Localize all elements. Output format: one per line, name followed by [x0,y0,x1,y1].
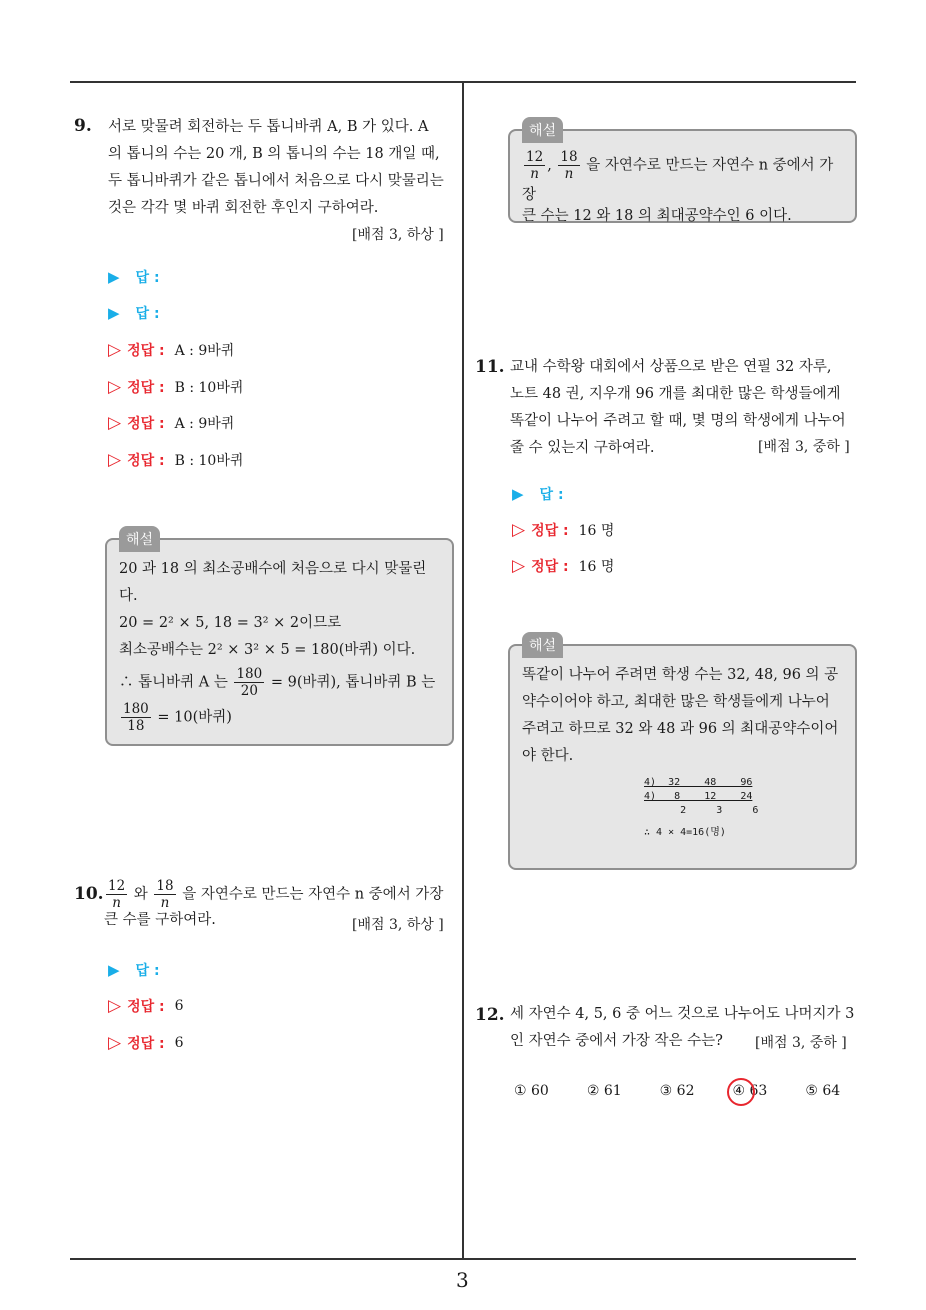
page-number: 3 [456,1268,469,1292]
question-9-text [108,114,454,222]
q10-answer-row[interactable] [108,960,160,980]
question-10-number: 10. [74,884,104,904]
question-11-number: 11. [475,357,505,377]
question-12-meta: [배점 3, 중하 ] [755,1035,847,1051]
division-row: 4) 8 12 24 [644,791,753,802]
q12-choices [514,1083,878,1099]
q9-correct-row-4 [108,450,243,470]
question-11-line-3: 똑같이 나누어 주려고 할 때, 몇 명의 학생에게 나누어 [510,413,846,429]
selected-circle-mark [727,1078,755,1106]
q11-sol-line-3: 주려고 하므로 32 와 48 과 96 의 최대공약수이어 [522,721,839,737]
q9-sol-line-4: 최소공배수는 2² × 3² × 5 = 180(바퀴) 이다. [119,642,416,658]
choice-1[interactable]: ① 60 [514,1083,549,1099]
fraction: $\frac{12}{n}$ [108,878,126,911]
q10-sol-line-2: 큰 수는 12 와 18 의 최대공약수인 6 이다. [522,208,792,224]
solution-tag: 해설 [522,117,563,143]
q11-sol-line-4: 야 한다. [522,748,574,764]
correct-value: 6 [174,1035,184,1051]
correct-label: 정답 : [127,416,165,432]
solution-tag: 해설 [119,526,160,552]
open-triangle-icon: ▷ [512,520,526,540]
answer-label: 답 : [135,270,160,286]
correct-label: 정답 : [127,380,165,396]
q10-solution-box [508,123,857,224]
correct-label: 정답 : [127,453,165,469]
q9-sol-line-6: $\frac{180}{18}$ = 10(바퀴) [123,701,232,734]
correct-value: 16 명 [578,559,615,575]
q11-solution-box [508,638,857,870]
q9-sol-line-1: 20 과 18 의 최소공배수에 처음으로 다시 맞물린 [119,561,427,577]
q9-correct-row-1 [108,340,234,360]
q11-sol-line-1: 똑같이 나누어 주려면 학생 수는 32, 48, 96 의 공 [522,667,839,683]
q9-sol-line-3: 20 = 2² × 5, 18 = 3² × 2이므로 [119,615,342,631]
correct-value: B : 10바퀴 [174,453,244,469]
question-11-line-1: 교내 수학왕 대회에서 상품으로 받은 연필 32 자루, [510,359,832,375]
question-12-line-1: 세 자연수 4, 5, 6 중 어느 것으로 나누어도 나머지가 3 [510,1006,855,1022]
open-triangle-icon: ▷ [108,340,122,360]
choice-5[interactable]: ⑤ 64 [805,1083,841,1099]
question-9-line-3: 두 톱니바퀴가 같은 톱니에서 처음으로 다시 맞물리는 [108,173,444,189]
open-triangle-icon: ▷ [108,450,122,470]
solution-tag: 해설 [522,632,563,658]
division-row: 4) 32 48 96 [644,777,753,788]
fraction: $\frac{18}{n}$ [560,149,578,182]
q9-sol-line-5: ∴ 톱니바퀴 A 는 $\frac{180}{20}$ = 9(바퀴), 톱니바퀴 B 는 [119,666,436,699]
fraction: $\frac{180}{18}$ [123,701,149,734]
q9-correct-row-3 [108,413,234,433]
q9-solution-box [105,532,454,746]
play-icon: ▶ [108,961,120,979]
open-triangle-icon: ▷ [108,413,122,433]
q11-correct-row-1 [512,520,614,540]
question-9-number: 9. [74,116,92,136]
column-divider [462,82,464,1260]
q10-sol-line-1: $\frac{12}{n}$ , $\frac{18}{n}$ 을 자연수로 만드는 자연수 n 중에서 가장 [522,149,834,203]
play-icon: ▶ [512,485,524,503]
q11-correct-row-2 [512,556,614,576]
correct-label: 정답 : [127,999,165,1015]
correct-value: A : 9바퀴 [174,343,235,359]
open-triangle-icon: ▷ [108,1033,122,1053]
correct-label: 정답 : [531,523,569,539]
q9-answer-row-1[interactable] [108,267,160,287]
q11-sol-line-2: 약수이어야 하고, 최대한 많은 학생들에게 나누어 [522,694,830,710]
q10-correct-row-1 [108,996,184,1016]
answer-label: 답 : [135,306,160,322]
correct-label: 정답 : [127,1036,165,1052]
question-10-line-2: 큰 수를 구하여라. [104,912,216,928]
choice-2[interactable]: ② 61 [586,1083,622,1099]
question-9-meta: [배점 3, 하상 ] [352,227,444,243]
question-11-meta: [배점 3, 중하 ] [758,439,850,455]
q9-sol-line-2: 다. [119,588,138,604]
play-icon: ▶ [108,304,120,322]
choice-3[interactable]: ③ 62 [659,1083,695,1099]
play-icon: ▶ [108,268,120,286]
answer-label: 답 : [135,963,160,979]
question-12-number: 12. [475,1005,505,1025]
question-10-meta: [배점 3, 하상 ] [352,917,444,933]
question-9-line-2: 의 톱니의 수는 20 개, B 의 톱니의 수는 18 개일 때, [108,146,440,162]
question-12-line-2: 인 자연수 중에서 가장 작은 수는? [510,1033,723,1049]
fraction: $\frac{180}{20}$ [236,666,263,699]
open-triangle-icon: ▷ [108,996,122,1016]
correct-value: B : 10바퀴 [174,380,244,396]
bottom-rule [70,1258,856,1260]
choice-4[interactable]: ④ 63 [732,1083,767,1099]
open-triangle-icon: ▷ [512,556,526,576]
correct-label: 정답 : [127,343,165,359]
division-row: 2 3 6 [644,805,759,816]
fraction: $\frac{18}{n}$ [156,878,174,911]
question-9-line-1: 서로 맞물려 회전하는 두 톱니바퀴 A, B 가 있다. A [108,119,429,135]
correct-value: A : 9바퀴 [174,416,235,432]
q11-answer-row[interactable] [512,484,564,504]
question-9-line-4: 것은 각각 몇 바퀴 회전한 후인지 구하여라. [108,200,379,216]
fraction: $\frac{12}{n}$ [526,149,544,182]
division-table [644,776,758,840]
q10-correct-row-2 [108,1033,184,1053]
question-10-line-1: $\frac{12}{n}$ 와 $\frac{18}{n}$ 을 자연수로 만드는 자연수 n 중에서 가장 [108,878,444,911]
question-11-line-2: 노트 48 권, 지우개 96 개를 최대한 많은 학생들에게 [510,386,841,402]
division-result: ∴ 4 × 4=16(명) [644,827,726,838]
q9-answer-row-2[interactable] [108,303,160,323]
correct-value: 16 명 [578,523,615,539]
q9-correct-row-2 [108,377,243,397]
correct-value: 6 [174,998,184,1014]
answer-label: 답 : [539,487,564,503]
correct-label: 정답 : [531,559,569,575]
question-11-line-4: 줄 수 있는지 구하여라. [510,440,655,456]
open-triangle-icon: ▷ [108,377,122,397]
